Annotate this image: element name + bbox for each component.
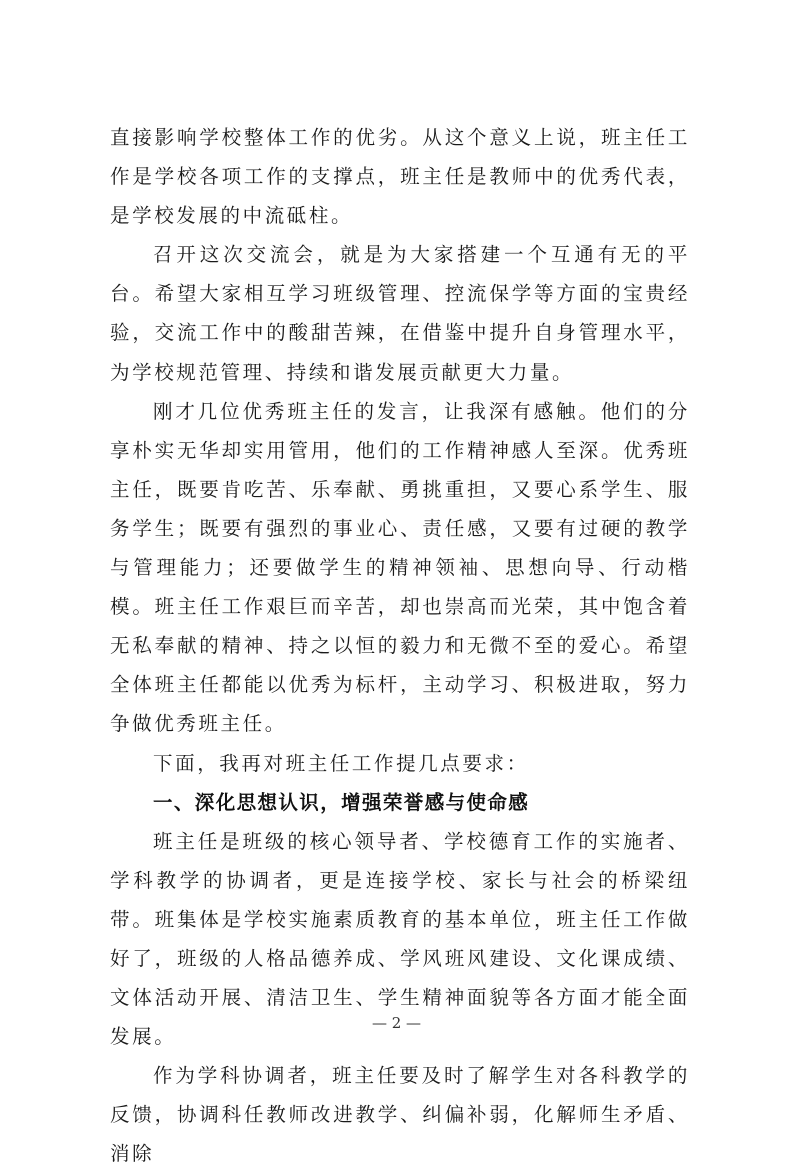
section-heading: 一、深化思想认识，增强荣誉感与使命感 (153, 790, 530, 814)
text-line: 下面，我再对班主任工作提几点要求： (153, 751, 529, 775)
paragraph-continued (110, 118, 690, 235)
paragraph-excellent-teachers (110, 392, 690, 744)
text-line: 之以恒的毅力和无微不至的爱心。希望全体班主任都能以优秀 (110, 634, 690, 697)
text-line: 班主任是班级的核心领导者、学校德育工作的实施者、学 (110, 829, 690, 892)
paragraph-subject-coordinator (110, 1056, 690, 1173)
text-line: 集体是学校实施素质教育的基本单位，班主任工作做好了，班 (110, 907, 690, 970)
text-line: 科教学的协调者，更是连接学校、家长与社会的桥梁纽带。班 (110, 868, 690, 931)
text-line: 直接影响学校整体工作的优劣。从这个意义上说，班主任工作 (110, 126, 690, 189)
text-line: 希望大家相互学习班级管理、控流保学等方面的宝贵经验，交 (110, 282, 691, 345)
text-line: 刚才几位优秀班主任的发言，让我深有感触。他们的分享 (110, 399, 690, 462)
page-number: — 2 — (371, 1014, 422, 1032)
text-line: 级的人格品德养成、学风班风建设、文化课成绩、文体活动开 (110, 946, 690, 1010)
text-line: 流工作中的酸甜苦辣，在借鉴中提升自身管理水平，为学校规 (110, 321, 690, 384)
text-line: 为标杆，主动学习、积极进取，努力争做优秀班主任。 (110, 673, 690, 736)
text-line: 作为学科协调者，班主任要及时了解学生对各科教学的反 (110, 1064, 690, 1127)
text-line: 范管理、持续和谐发展贡献更大力量。 (198, 360, 575, 384)
text-line: 召开这次交流会，就是为大家搭建一个互通有无的平台。 (110, 243, 690, 306)
paragraph-requirements-intro (110, 744, 690, 783)
text-line: 展、清洁卫生、学生精神面貌等各方面才能全面发展。 (110, 986, 690, 1049)
text-line: 既要有强烈的事业心、责任感，又要有过硬的教学与管理能力； (110, 516, 691, 580)
text-line: 还要做学生的精神领袖、思想向导、行动楷模。班主任工作艰 (110, 556, 690, 619)
text-line: 校发展的中流砥柱。 (154, 204, 354, 228)
text-line: 既要肯吃苦、乐奉献、勇挑重担，又要心系学生、服务学生； (110, 477, 690, 540)
text-line: 巨而辛苦，却也崇高而光荣，其中饱含着无私奉献的精神、持 (110, 595, 690, 658)
text-line: 朴实无华却实用管用，他们的工作精神感人至深。优秀班主任， (110, 438, 690, 501)
text-line: 馈，协调科任教师改进教学、纠偏补弱，化解师生矛盾、消除 (110, 1103, 690, 1166)
paragraph-exchange-meeting (110, 235, 690, 391)
text-line: 是学校各项工作的支撑点，班主任是教师中的优秀代表，是学 (110, 165, 690, 228)
